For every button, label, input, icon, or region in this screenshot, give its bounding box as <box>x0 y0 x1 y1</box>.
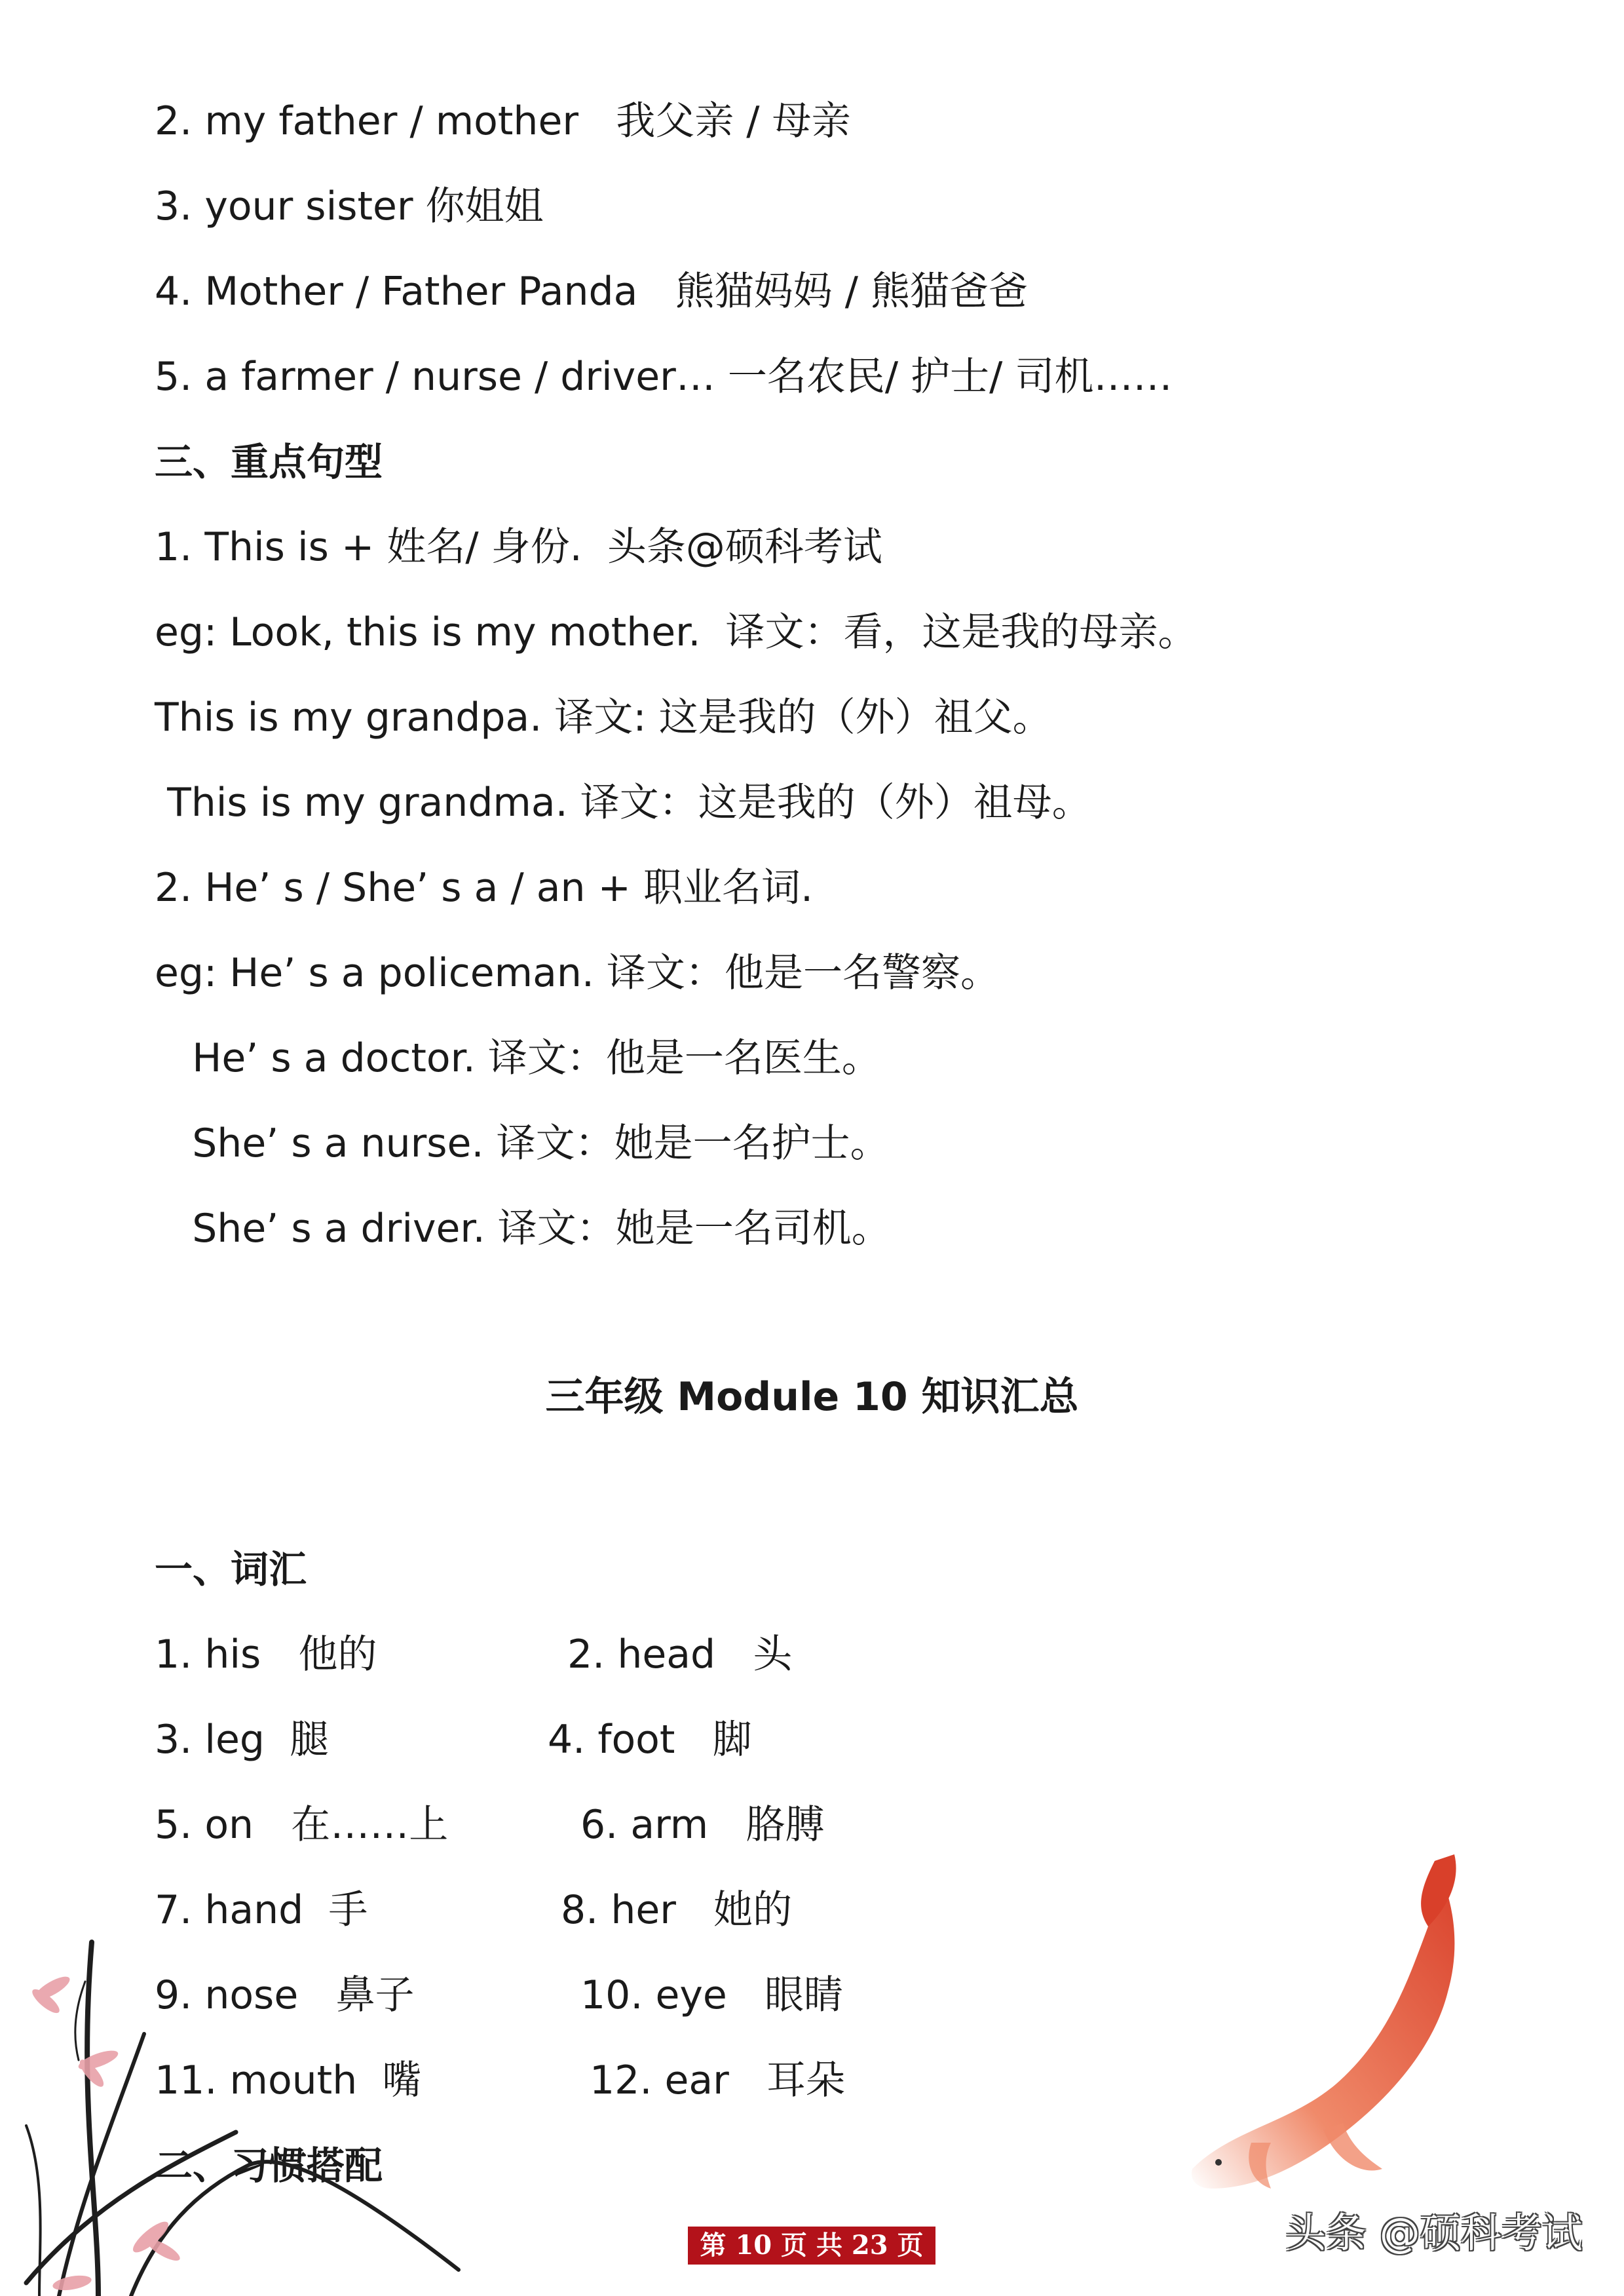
vocab-item: 2. head 头 <box>567 1632 793 1677</box>
vocab-item: 5. on 在……上 <box>155 1802 449 1848</box>
sentence-section-heading: 三、重点句型 <box>155 440 383 484</box>
sentence-line: She’ s a driver. 译文：她是一名司机。 <box>155 1206 891 1252</box>
sentence-line: 1. This is + 姓名/ 身份. 头条@硕科考试 <box>155 524 882 570</box>
koi-fish-decoration <box>1173 1848 1474 2215</box>
vocab-heading: 一、词汇 <box>155 1547 307 1592</box>
module-title: 三年级 Module 10 知识汇总 <box>545 1374 1079 1420</box>
vocab-item: 4. foot 脚 <box>548 1717 752 1763</box>
source-watermark: 头条 @硕科考试 <box>1285 2209 1583 2257</box>
vocab-item: 8. her 她的 <box>561 1887 793 1933</box>
phrase-line-5: 5. a farmer / nurse / driver… 一名农民/ 护士/ 司机…… <box>155 354 1173 400</box>
sentence-line: He’ s a doctor. 译文：他是一名医生。 <box>155 1035 881 1081</box>
vocab-item: 1. his 他的 <box>155 1632 377 1677</box>
sentence-line: She’ s a nurse. 译文：她是一名护士。 <box>155 1120 890 1166</box>
sentence-line: eg: He’ s a policeman. 译文：他是一名警察。 <box>155 950 1000 996</box>
sentence-line: 2. He’ s / She’ s a / an + 职业名词. <box>155 865 814 911</box>
phrase-line-2: 2. my father / mother 我父亲 / 母亲 <box>155 98 851 144</box>
sentence-line: This is my grandpa. 译文: 这是我的（外）祖父。 <box>155 695 1052 740</box>
phrase-line-4: 4. Mother / Father Panda 熊猫妈妈 / 熊猫爸爸 <box>155 269 1028 315</box>
page-number-footer: 第 10 页 共 23 页 <box>688 2227 935 2265</box>
vocab-item: 3. leg 腿 <box>155 1717 330 1763</box>
vocab-item: 11. mouth 嘴 <box>155 2057 422 2103</box>
vocab-item: 7. hand 手 <box>155 1887 368 1933</box>
orchid-decoration <box>0 1929 472 2296</box>
sentence-line: eg: Look, this is my mother. 译文：看，这是我的母亲。 <box>155 609 1198 655</box>
phrase-line-3: 3. your sister 你姐姐 <box>155 183 544 229</box>
vocab-item: 10. eye 眼睛 <box>580 1972 844 2018</box>
vocab-item: 12. ear 耳朵 <box>590 2057 846 2103</box>
sentence-line: This is my grandma. 译文：这是我的（外）祖母。 <box>155 780 1091 826</box>
vocab-item: 9. nose 鼻子 <box>155 1972 415 2018</box>
collocation-heading: 二、习惯搭配 <box>155 2143 383 2188</box>
vocab-item: 6. arm 胳膊 <box>580 1802 825 1848</box>
